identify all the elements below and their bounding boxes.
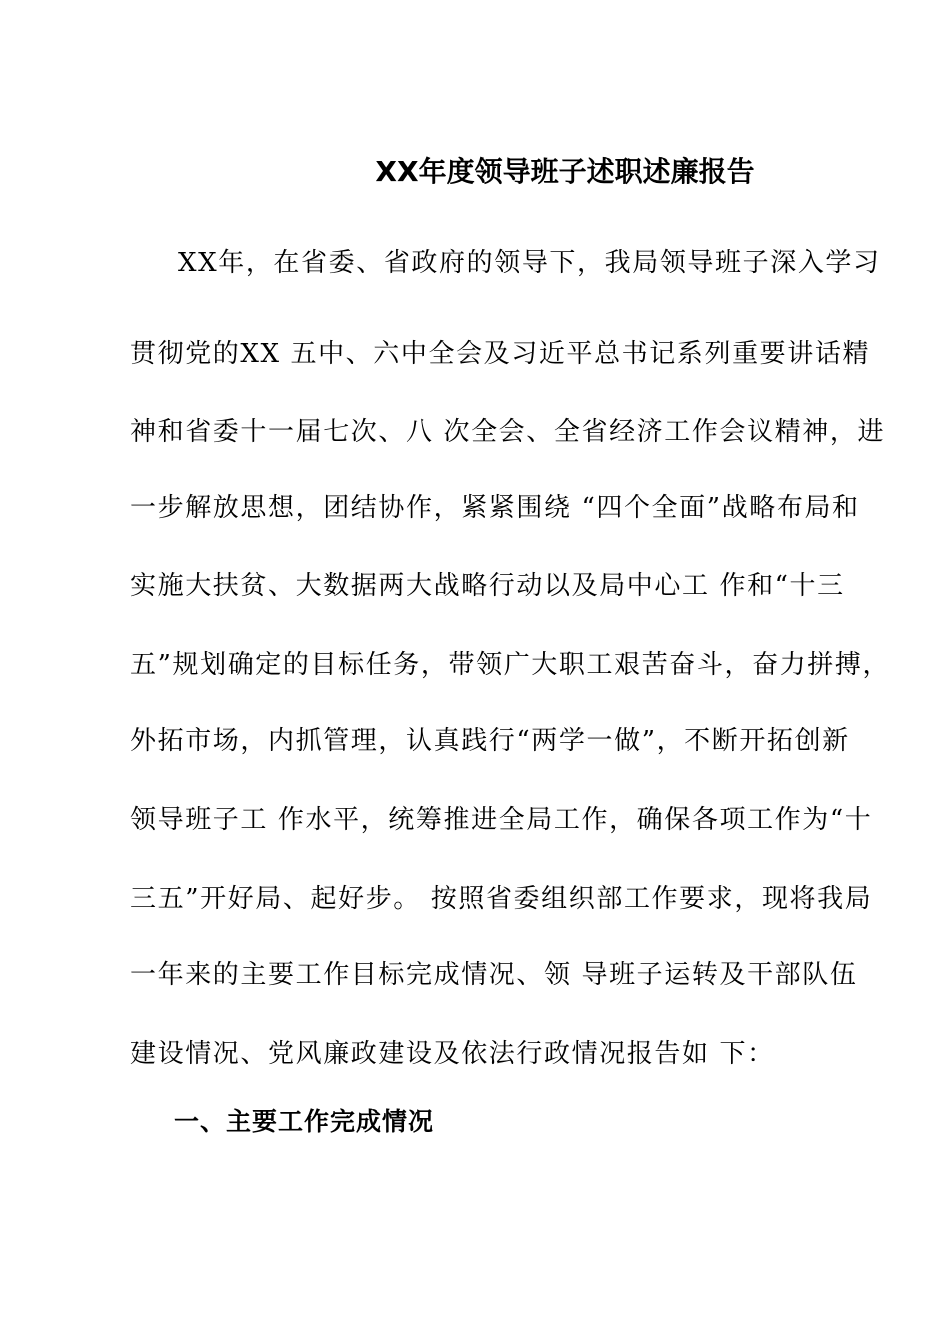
section-heading: 一、主要工作完成情况 xyxy=(174,1107,435,1136)
paragraph-line: 神和省委十一届七次、八 次全会、全省经济工作会议精神，进 xyxy=(130,417,886,447)
paragraph-line: 一年来的主要工作目标完成情况、领 导班子运转及干部队伍 xyxy=(130,960,858,990)
document-title: XX年度领导班子述职述廉报告 xyxy=(375,155,755,188)
paragraph-line: 一步解放思想，团结协作，紧紧围绕 “四个全面”战略布局和 xyxy=(130,493,860,523)
paragraph-line: 建设情况、党风廉政建设及依法行政情况报告如 下： xyxy=(130,1039,775,1069)
paragraph-line: XX年，在省委、省政府的领导下，我局领导班子深入学习 xyxy=(178,248,881,278)
paragraph-line: 五”规划确定的目标任务，带领广大职工艰苦奋斗，奋力拼搏， xyxy=(130,650,891,680)
paragraph-line: 实施大扶贫、大数据两大战略行动以及局中心工 作和“十三 xyxy=(130,571,845,601)
paragraph-line: 领导班子工 作水平，统筹推进全局工作，确保各项工作为“十 xyxy=(130,805,873,835)
paragraph-line: 贯彻党的XX 五中、六中全会及习近平总书记系列重要讲话精 xyxy=(130,339,871,369)
paragraph-line: 三五”开好局、起好步。 按照省委组织部工作要求，现将我局 xyxy=(130,884,873,914)
paragraph-line: 外拓市场，内抓管理，认真践行“两学一做”，不断开拓创新 xyxy=(130,726,850,756)
